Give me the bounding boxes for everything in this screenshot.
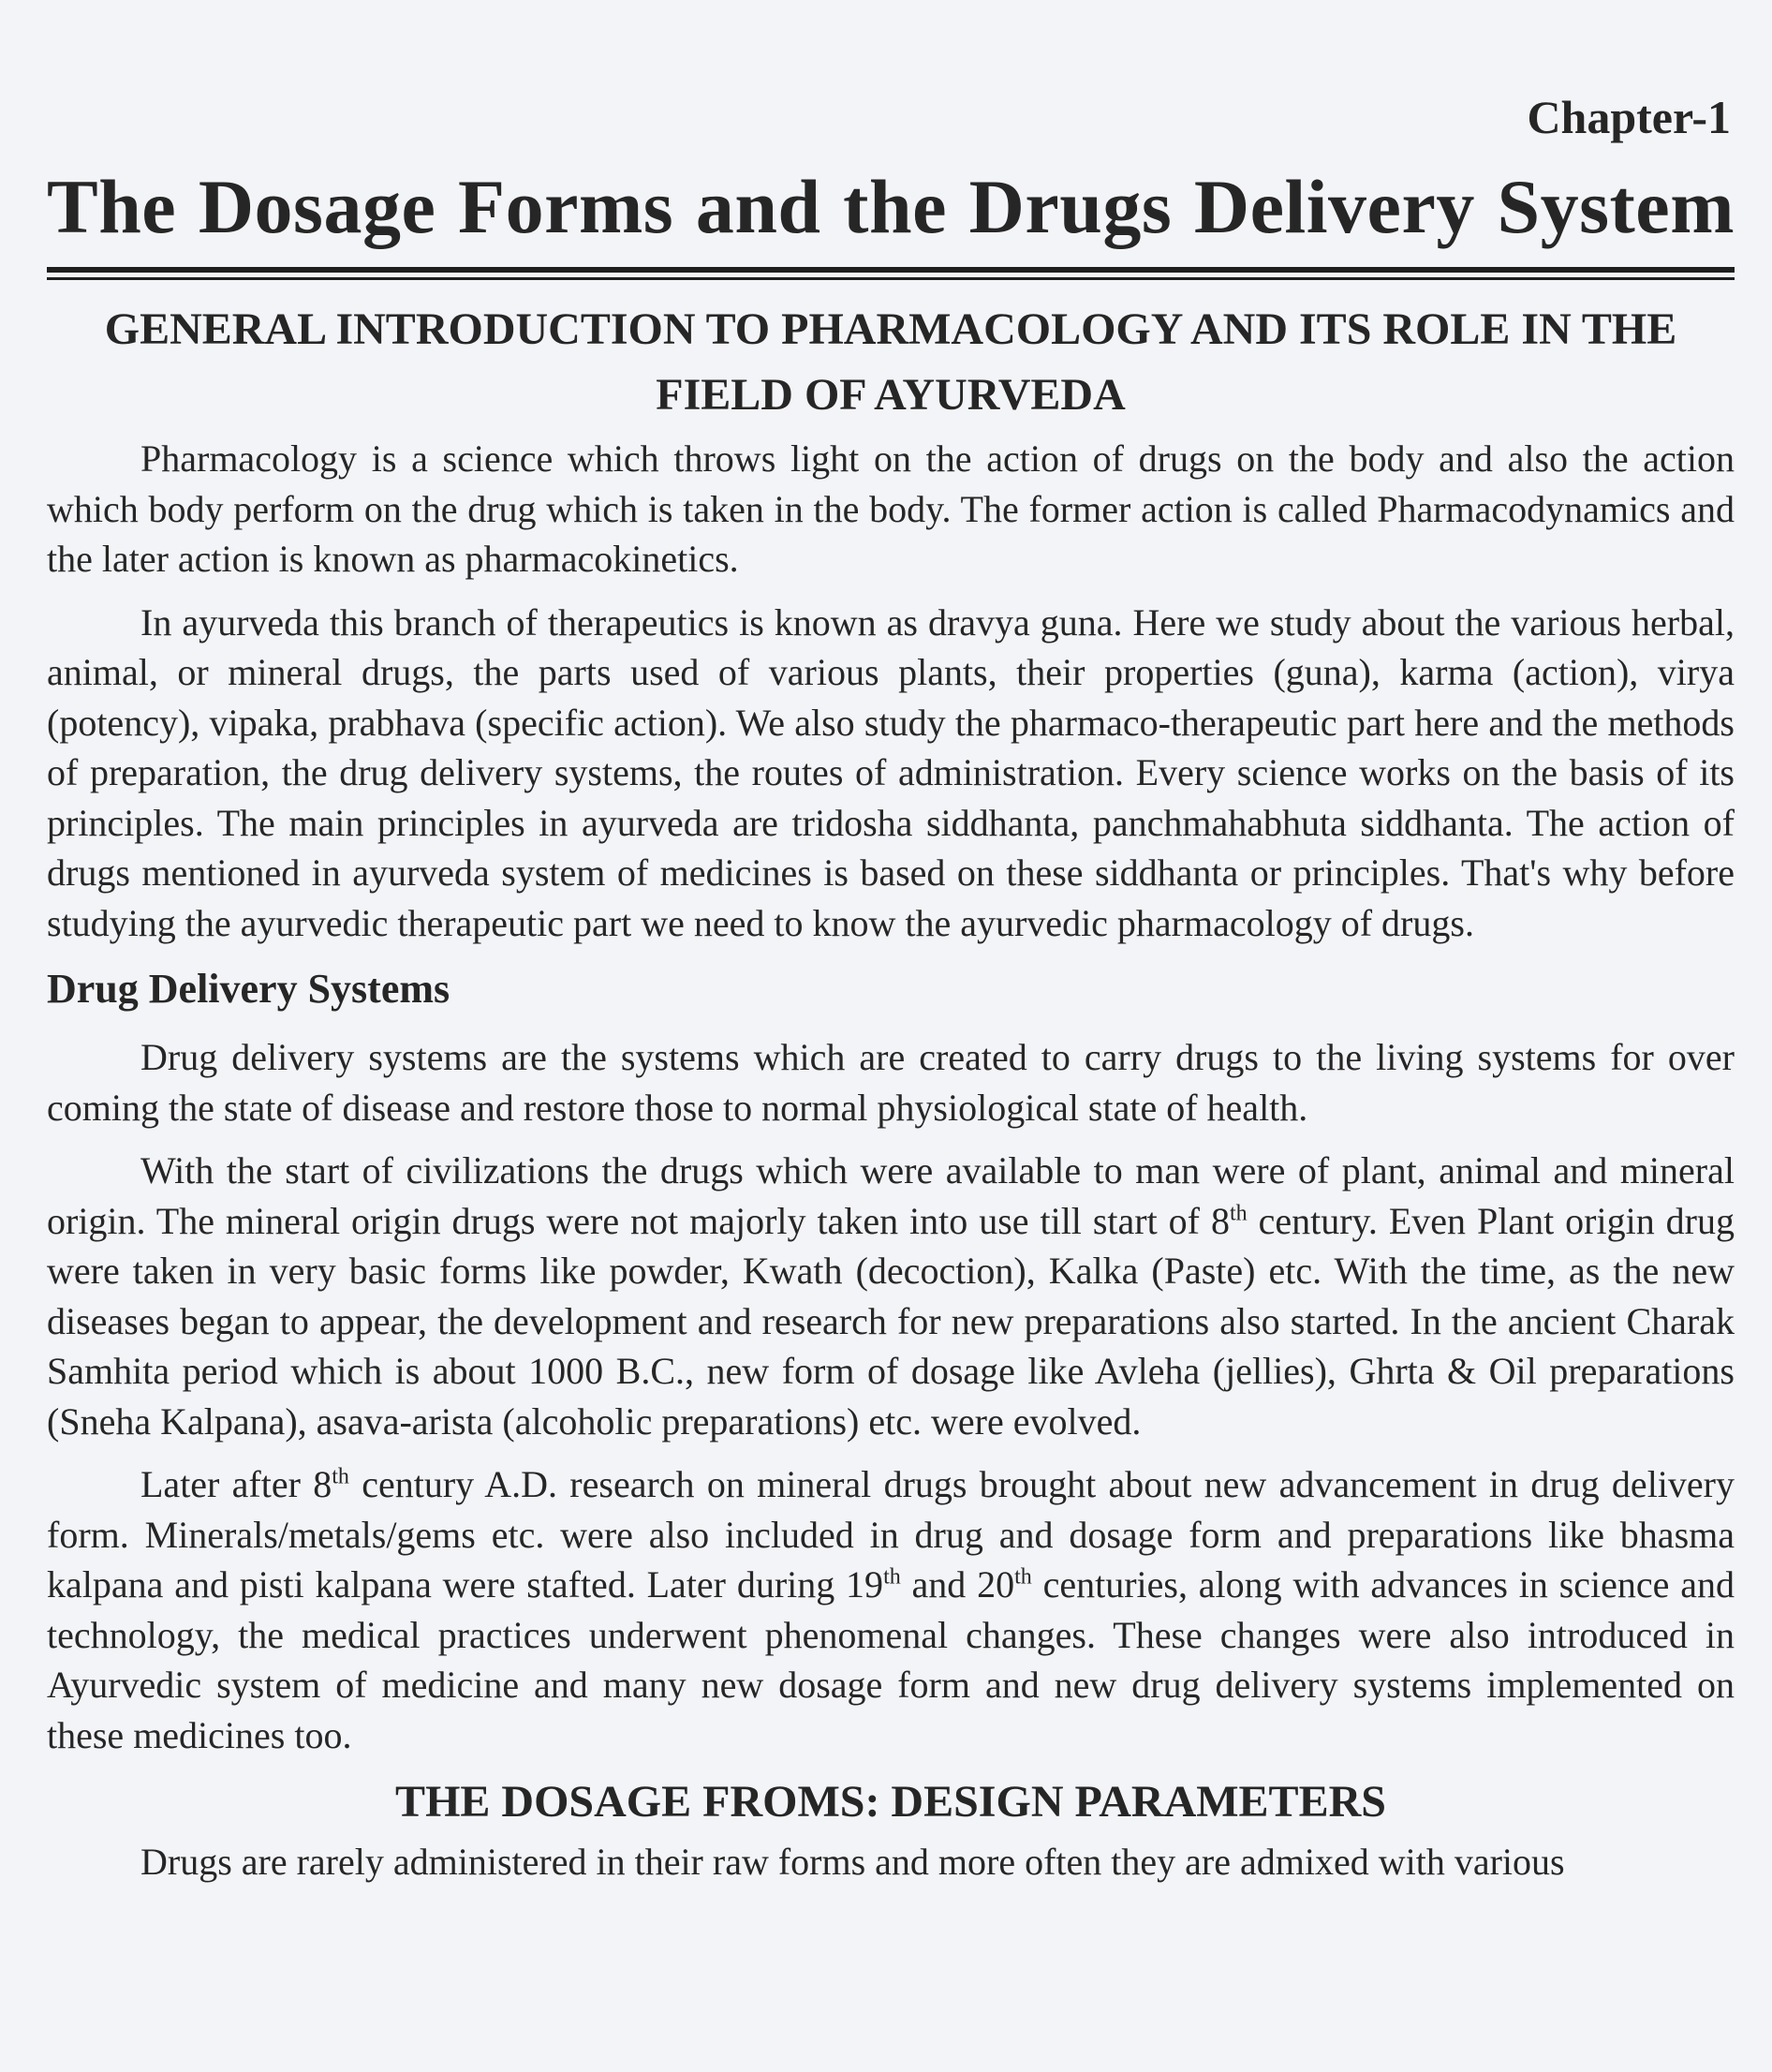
text-run: and 20 bbox=[900, 1563, 1015, 1606]
paragraph-civilization-history bbox=[47, 1146, 1735, 1446]
ordinal-superscript: th bbox=[1229, 1201, 1248, 1226]
paragraph-drug-delivery-definition: Drug delivery systems are the systems which are created to carry drugs to the living systems for over coming the state of disease and restore those to normal physiological state of health. bbox=[47, 1036, 1735, 1129]
ordinal-superscript: th bbox=[1014, 1564, 1032, 1590]
ordinal-superscript: th bbox=[332, 1464, 349, 1489]
subheading-drug-delivery-systems: Drug Delivery Systems bbox=[47, 966, 450, 1012]
text-run: Later after 8 bbox=[140, 1463, 332, 1505]
text-run: centuries, along with advances in science and technology, the medical practices underwent phenomenal changes. These changes were also introduced in Ayurvedic system of medicine and many new dosage form and new drug delivery systems implemented on these medicines too. bbox=[47, 1563, 1735, 1756]
text-run: century A.D. research on mineral drugs brought about new advancement in drug delivery form. Minerals/metals/gems etc. were also included in drug and dosage form and preparations like bhasma kalpana and pisti kalpana were stafted. Later during 19 bbox=[47, 1463, 1735, 1606]
chapter-title: The Dosage Forms and the Drugs Delivery System bbox=[47, 164, 1735, 249]
paragraph-mineral-drugs-history bbox=[47, 1459, 1735, 1760]
paragraph-dravya-guna: In ayurveda this branch of therapeutics is known as dravya guna. Here we study about the various herbal, animal, or mineral drugs, the parts used of various plants, their properties (guna), karma (action), virya (potency), vipaka, prabhava (specific action). We also study the pharmaco-therapeutic part here and the methods of preparation, the drug delivery systems, the routes of administration. Every science works on the basis of its principles. The main principles in ayurveda are tridosha siddhanta, panchmahabhuta siddhanta. The action of drugs mentioned in ayurveda system of medicines is based on these siddhanta or principles. That's why before studying the ayurvedic therapeutic part we need to know the ayurvedic pharmacology of drugs. bbox=[47, 600, 1735, 944]
section-heading-intro: GENERAL INTRODUCTION TO PHARMACOLOGY AND ITS ROLE IN THE FIELD OF AYURVEDA bbox=[104, 304, 1677, 420]
paragraph-dosage-forms-intro: Drugs are rarely administered in their raw forms and more often they are admixed with various bbox=[140, 1841, 1565, 1883]
ordinal-superscript: th bbox=[883, 1564, 901, 1590]
text-run: century. Even Plant origin drug were taken in very basic forms like powder, Kwath (decoction), Kalka (Paste) etc. With the time, as the new diseases began to appear, the development and research for new preparations also started. In the ancient Charak Samhita period which is about 1000 B.C., new form of dosage like Avleha (jellies), Ghrta & Oil preparations (Sneha Kalpana), asava-arista (alcoholic preparations) etc. were evolved. bbox=[47, 1199, 1735, 1443]
chapter-label: Chapter-1 bbox=[1527, 91, 1731, 143]
title-double-rule bbox=[47, 267, 1735, 280]
paragraph-pharmacology-definition: Pharmacology is a science which throws light on the action of drugs on the body and also the action which body perform on the drug which is taken in the body. The former action is called Pharmacodynamics and the later action is known as pharmacokinetics. bbox=[47, 437, 1735, 580]
section-heading-dosage-forms: THE DOSAGE FROMS: DESIGN PARAMETERS bbox=[395, 1777, 1386, 1827]
text-run: With the start of civilizations the drugs which were available to man were of plant, animal and mineral origin. The mineral origin drugs were not majorly taken into use till start of 8 bbox=[47, 1149, 1735, 1242]
